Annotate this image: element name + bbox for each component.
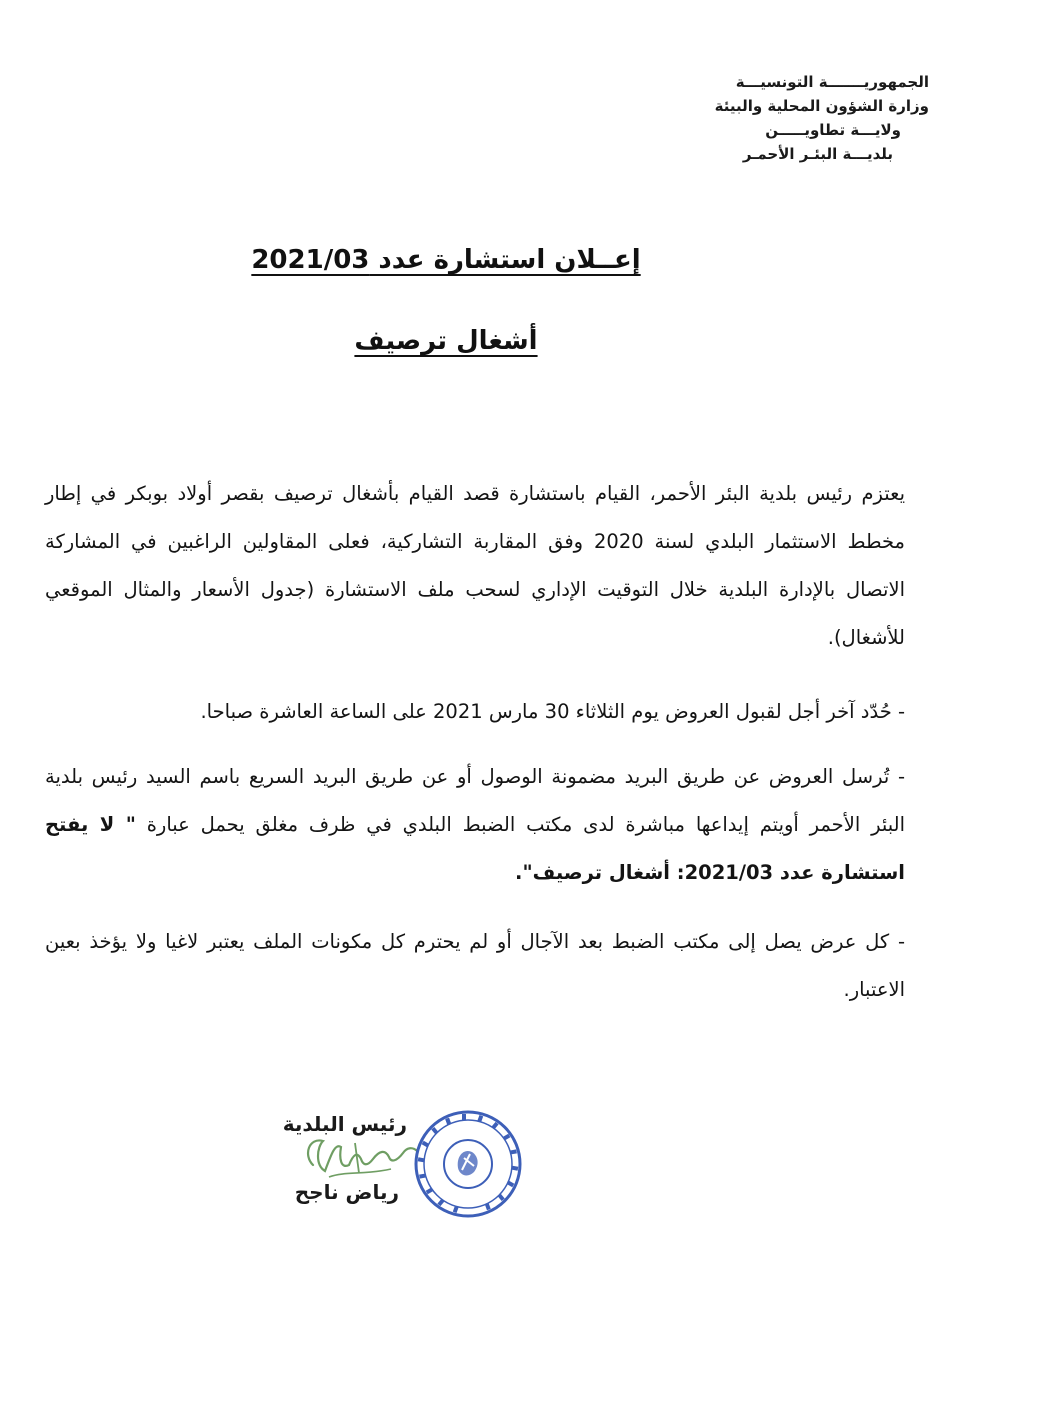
paragraph-rejection: - كل عرض يصل إلى مكتب الضبط بعد الآجال أو لم يحترم كل مكونات الملف يعتبر لاغيا ولا يؤخذ بعين الاعتبار. bbox=[45, 930, 905, 1001]
announcement-subtitle: أشغال ترصيف bbox=[354, 326, 538, 356]
paragraph-deadline: - حُدّد آخر أجل لقبول العروض يوم الثلاثاء 30 مارس 2021 على الساعة العاشرة صباحا. bbox=[200, 700, 905, 723]
signatory-title: رئيس البلدية bbox=[282, 1112, 407, 1136]
letterhead-governorate: ولايـــة تطاويـــــن bbox=[765, 121, 901, 139]
envelope-label: " لا يفتح استشارة عدد 2021/03: أشغال ترصيف". bbox=[45, 813, 905, 884]
announcement-title: إعــلان استشارة عدد 2021/03 bbox=[251, 245, 641, 275]
submission-text: - تُرسل العروض عن طريق البريد مضمونة الوصول أو عن طريق البريد السريع باسم السيد رئيس بلدية البئر الأحمر أويتم إيداعها مباشرة لدى مكتب الضبط البلدي في ظرف مغلق يحمل عبارة bbox=[45, 765, 905, 836]
letterhead bbox=[715, 70, 929, 166]
official-stamp bbox=[412, 1108, 524, 1220]
letterhead-republic: الجمهوريـــــــة التونسيـــة bbox=[735, 73, 929, 91]
paragraph-intro: يعتزم رئيس بلدية البئر الأحمر، القيام باستشارة قصد القيام بأشغال ترصيف بقصر أولاد بوبكر في إطار مخطط الاستثمار البلدي لسنة 2020 وفق المقاربة التشاركية، فعلى المقاولين الراغبين في المشاركة الاتصال بالإدارة البلدية خلال التوقيت الإداري لسحب ملف الاستشارة (جدول الأسعار والمثال الموقعي للأشغال). bbox=[45, 482, 905, 649]
letterhead-municipality: بلديـــة البئـر الأحمـر bbox=[742, 145, 893, 163]
letterhead-ministry: وزارة الشؤون المحلية والبيئة bbox=[714, 97, 929, 115]
paragraph-submission bbox=[45, 753, 905, 897]
signatory-name: رياض ناجح bbox=[294, 1180, 399, 1204]
handwritten-signature bbox=[295, 1125, 425, 1195]
